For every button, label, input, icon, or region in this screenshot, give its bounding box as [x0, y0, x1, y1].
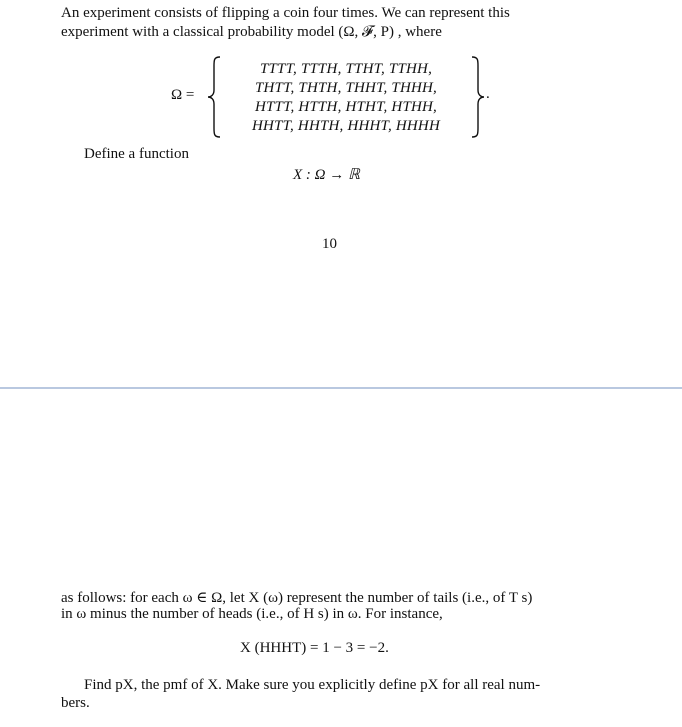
omega-row: THTT, THTH, THHT, THHH,: [254, 80, 438, 96]
omega-row: HHTT, HHTH, HHHT, HHHH: [251, 118, 441, 134]
task-line-2: bers.: [61, 695, 90, 711]
right-brace: [468, 56, 488, 138]
omega-set-rows: [228, 60, 464, 136]
follows-line-1: as follows: for each ω ∈ Ω, let X (ω) represent the number of tails (i.e., of T s): [61, 590, 533, 606]
example-expression: X (HHHT) = 1 − 3 = −2.: [240, 640, 389, 656]
omega-row: TTTT, TTTH, TTHT, TTHH,: [259, 61, 433, 77]
function-expression: X : Ω → ℝ: [293, 167, 360, 183]
omega-row: HTTT, HTTH, HTHT, HTHH,: [254, 99, 438, 115]
define-text: Define a function: [84, 146, 189, 162]
page-divider: [0, 387, 682, 389]
left-brace: [206, 56, 226, 138]
follows-line-2: in ω minus the number of heads (i.e., of H s) in ω. For instance,: [61, 606, 443, 622]
page-number: 10: [322, 236, 337, 252]
task-line-1: Find pX, the pmf of X. Make sure you explicitly define pX for all real num-: [84, 677, 541, 693]
intro-line-2: experiment with a classical probability model (Ω, 𝓕, P) , where: [61, 24, 442, 40]
omega-label: Ω =: [171, 87, 195, 103]
intro-line-1: An experiment consists of flipping a coin four times. We can represent this: [61, 5, 510, 21]
omega-trailing-period: .: [486, 86, 490, 102]
